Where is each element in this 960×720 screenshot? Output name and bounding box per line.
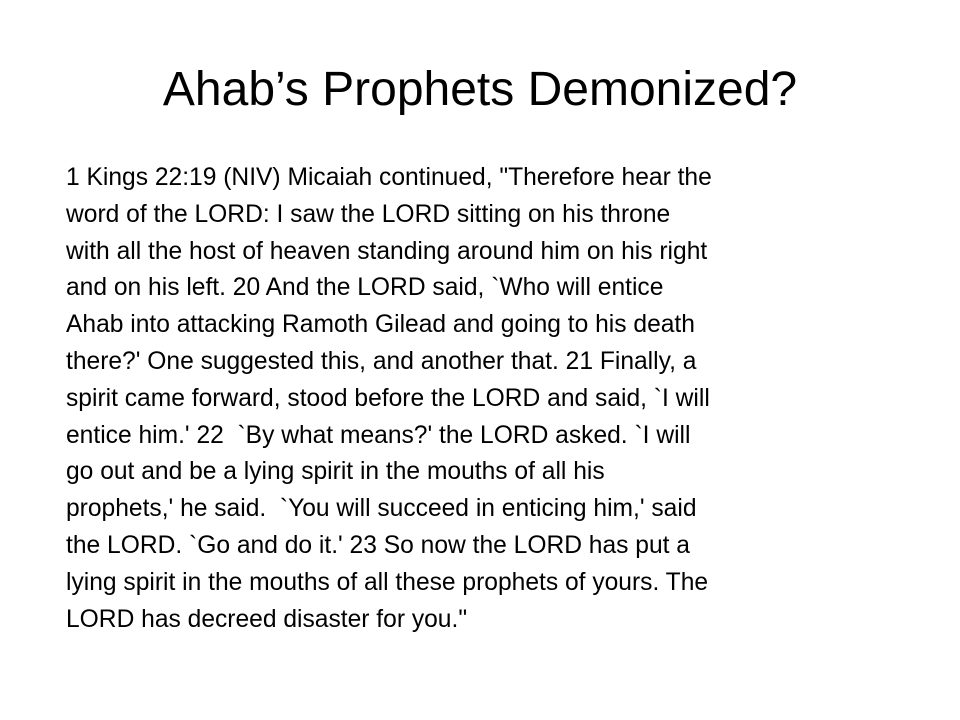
passage-line: there?' One suggested this, and another that. 21 Finally, a — [66, 347, 697, 375]
passage-line: LORD has decreed disaster for you." — [66, 605, 468, 633]
passage-line: spirit came forward, stood before the LORD and said, `I will — [66, 384, 710, 412]
passage-line: Ahab into attacking Ramoth Gilead and going to his death — [66, 311, 695, 339]
scripture-passage — [66, 160, 916, 638]
passage-line: and on his left. 20 And the LORD said, `Who will entice — [66, 274, 664, 302]
passage-line: word of the LORD: I saw the LORD sitting on his throne — [66, 200, 671, 228]
passage-line: lying spirit in the mouths of all these prophets of yours. The — [66, 568, 709, 596]
passage-line: entice him.' 22 `By what means?' the LORD asked. `I will — [66, 421, 691, 449]
passage-line: the LORD. `Go and do it.' 23 So now the LORD has put a — [66, 531, 690, 559]
passage-line: prophets,' he said. `You will succeed in enticing him,' said — [66, 495, 697, 523]
passage-line: with all the host of heaven standing around him on his right — [66, 237, 708, 265]
slide-title: Ahab’s Prophets Demonized? — [162, 63, 798, 116]
passage-line: go out and be a lying spirit in the mouths of all his — [66, 458, 605, 486]
passage-line: 1 Kings 22:19 (NIV) Micaiah continued, "Therefore hear the — [66, 164, 712, 191]
